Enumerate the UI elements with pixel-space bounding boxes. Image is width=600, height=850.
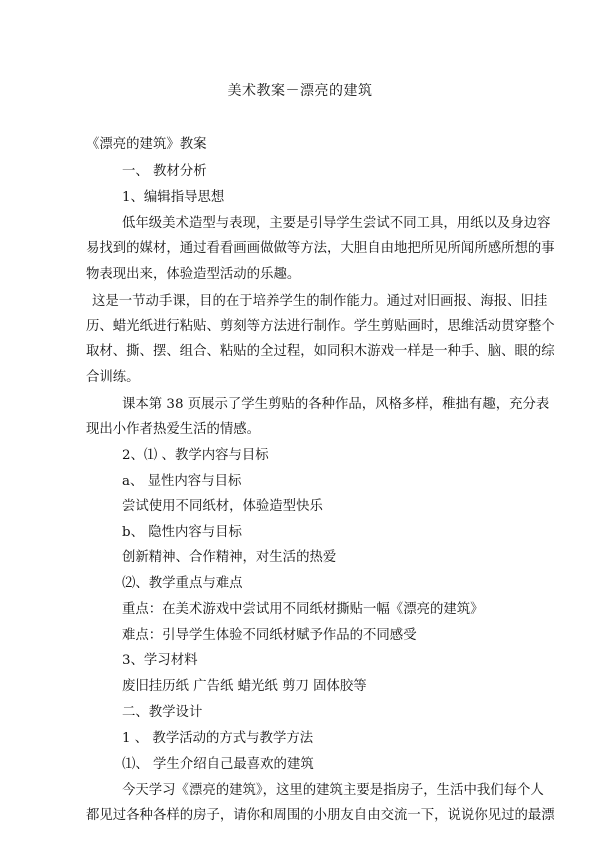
paragraph-line: 这是一节动手课，目的在于培养学生的制作能力。通过对旧画报、海报、旧挂 <box>92 294 548 309</box>
subheading-implicit-content: b、 隐性内容与目标 <box>122 525 242 540</box>
subheading-teaching-methods: 1 、 教学活动的方式与教学方法 <box>122 731 314 746</box>
section-heading-material-analysis: 一、 教材分析 <box>122 164 207 179</box>
paragraph-line: 合训练。 <box>86 370 140 385</box>
subheading-content-goals: 2、⑴ 、教学内容与目标 <box>122 448 269 463</box>
paragraph-line: 现出小作者热爱生活的情感。 <box>86 422 261 437</box>
paragraph-line: 都见过各种各样的房子，请你和周围的小朋友自由交流一下，说说你见过的最漂 <box>86 808 555 823</box>
subheading-learning-materials: 3、学习材料 <box>122 653 198 668</box>
subheading-guiding-idea: 1、编辑指导思想 <box>122 190 225 205</box>
paragraph-line: 课本第 38 页展示了学生剪贴的各种作品，风格多样，稚拙有趣，充分表 <box>122 397 550 412</box>
paragraph-line: 创新精神、合作精神，对生活的热爱 <box>122 550 337 565</box>
paragraph-line: 今天学习《漂亮的建筑》，这里的建筑主要是指房子，生活中我们每个人 <box>122 783 544 798</box>
subheading-explicit-content: a、 显性内容与目标 <box>122 474 242 489</box>
section-heading-teaching-design: 二、教学设计 <box>122 705 203 720</box>
paragraph-line: 易找到的媒材，通过看看画画做做等方法，大胆自由地把所见所闻所感所想的事 <box>86 241 555 256</box>
subheading-student-intro: ⑴、 学生介绍自己最喜欢的建筑 <box>122 757 314 772</box>
document-title: 美术教案－漂亮的建筑 <box>227 83 373 99</box>
paragraph-line: 物表现出来，体验造型活动的乐趣。 <box>86 267 301 282</box>
subheading-key-points: ⑵、教学重点与难点 <box>122 576 243 591</box>
paragraph-line: 尝试使用不同纸材，体验造型快乐 <box>122 499 323 514</box>
paragraph-line: 重点：在美术游戏中尝试用不同纸材撕贴一幅《漂亮的建筑》 <box>122 602 484 617</box>
paragraph-line: 取材、撕、摆、组合、粘贴的全过程，如同积木游戏一样是一种手、脑、眼的综 <box>86 344 555 359</box>
lesson-plan-heading: 《漂亮的建筑》教案 <box>86 137 207 152</box>
paragraph-line: 低年级美术造型与表现，主要是引导学生尝试不同工具，用纸以及身边容 <box>122 216 551 231</box>
paragraph-line: 难点：引导学生体验不同纸材赋予作品的不同感受 <box>122 628 417 643</box>
paragraph-line: 历、蜡光纸进行粘贴、剪刻等方法进行制作。学生剪贴画时，思维活动贯穿整个 <box>86 319 555 334</box>
paragraph-line: 废旧挂历纸 广告纸 蜡光纸 剪刀 固体胶等 <box>122 679 367 694</box>
